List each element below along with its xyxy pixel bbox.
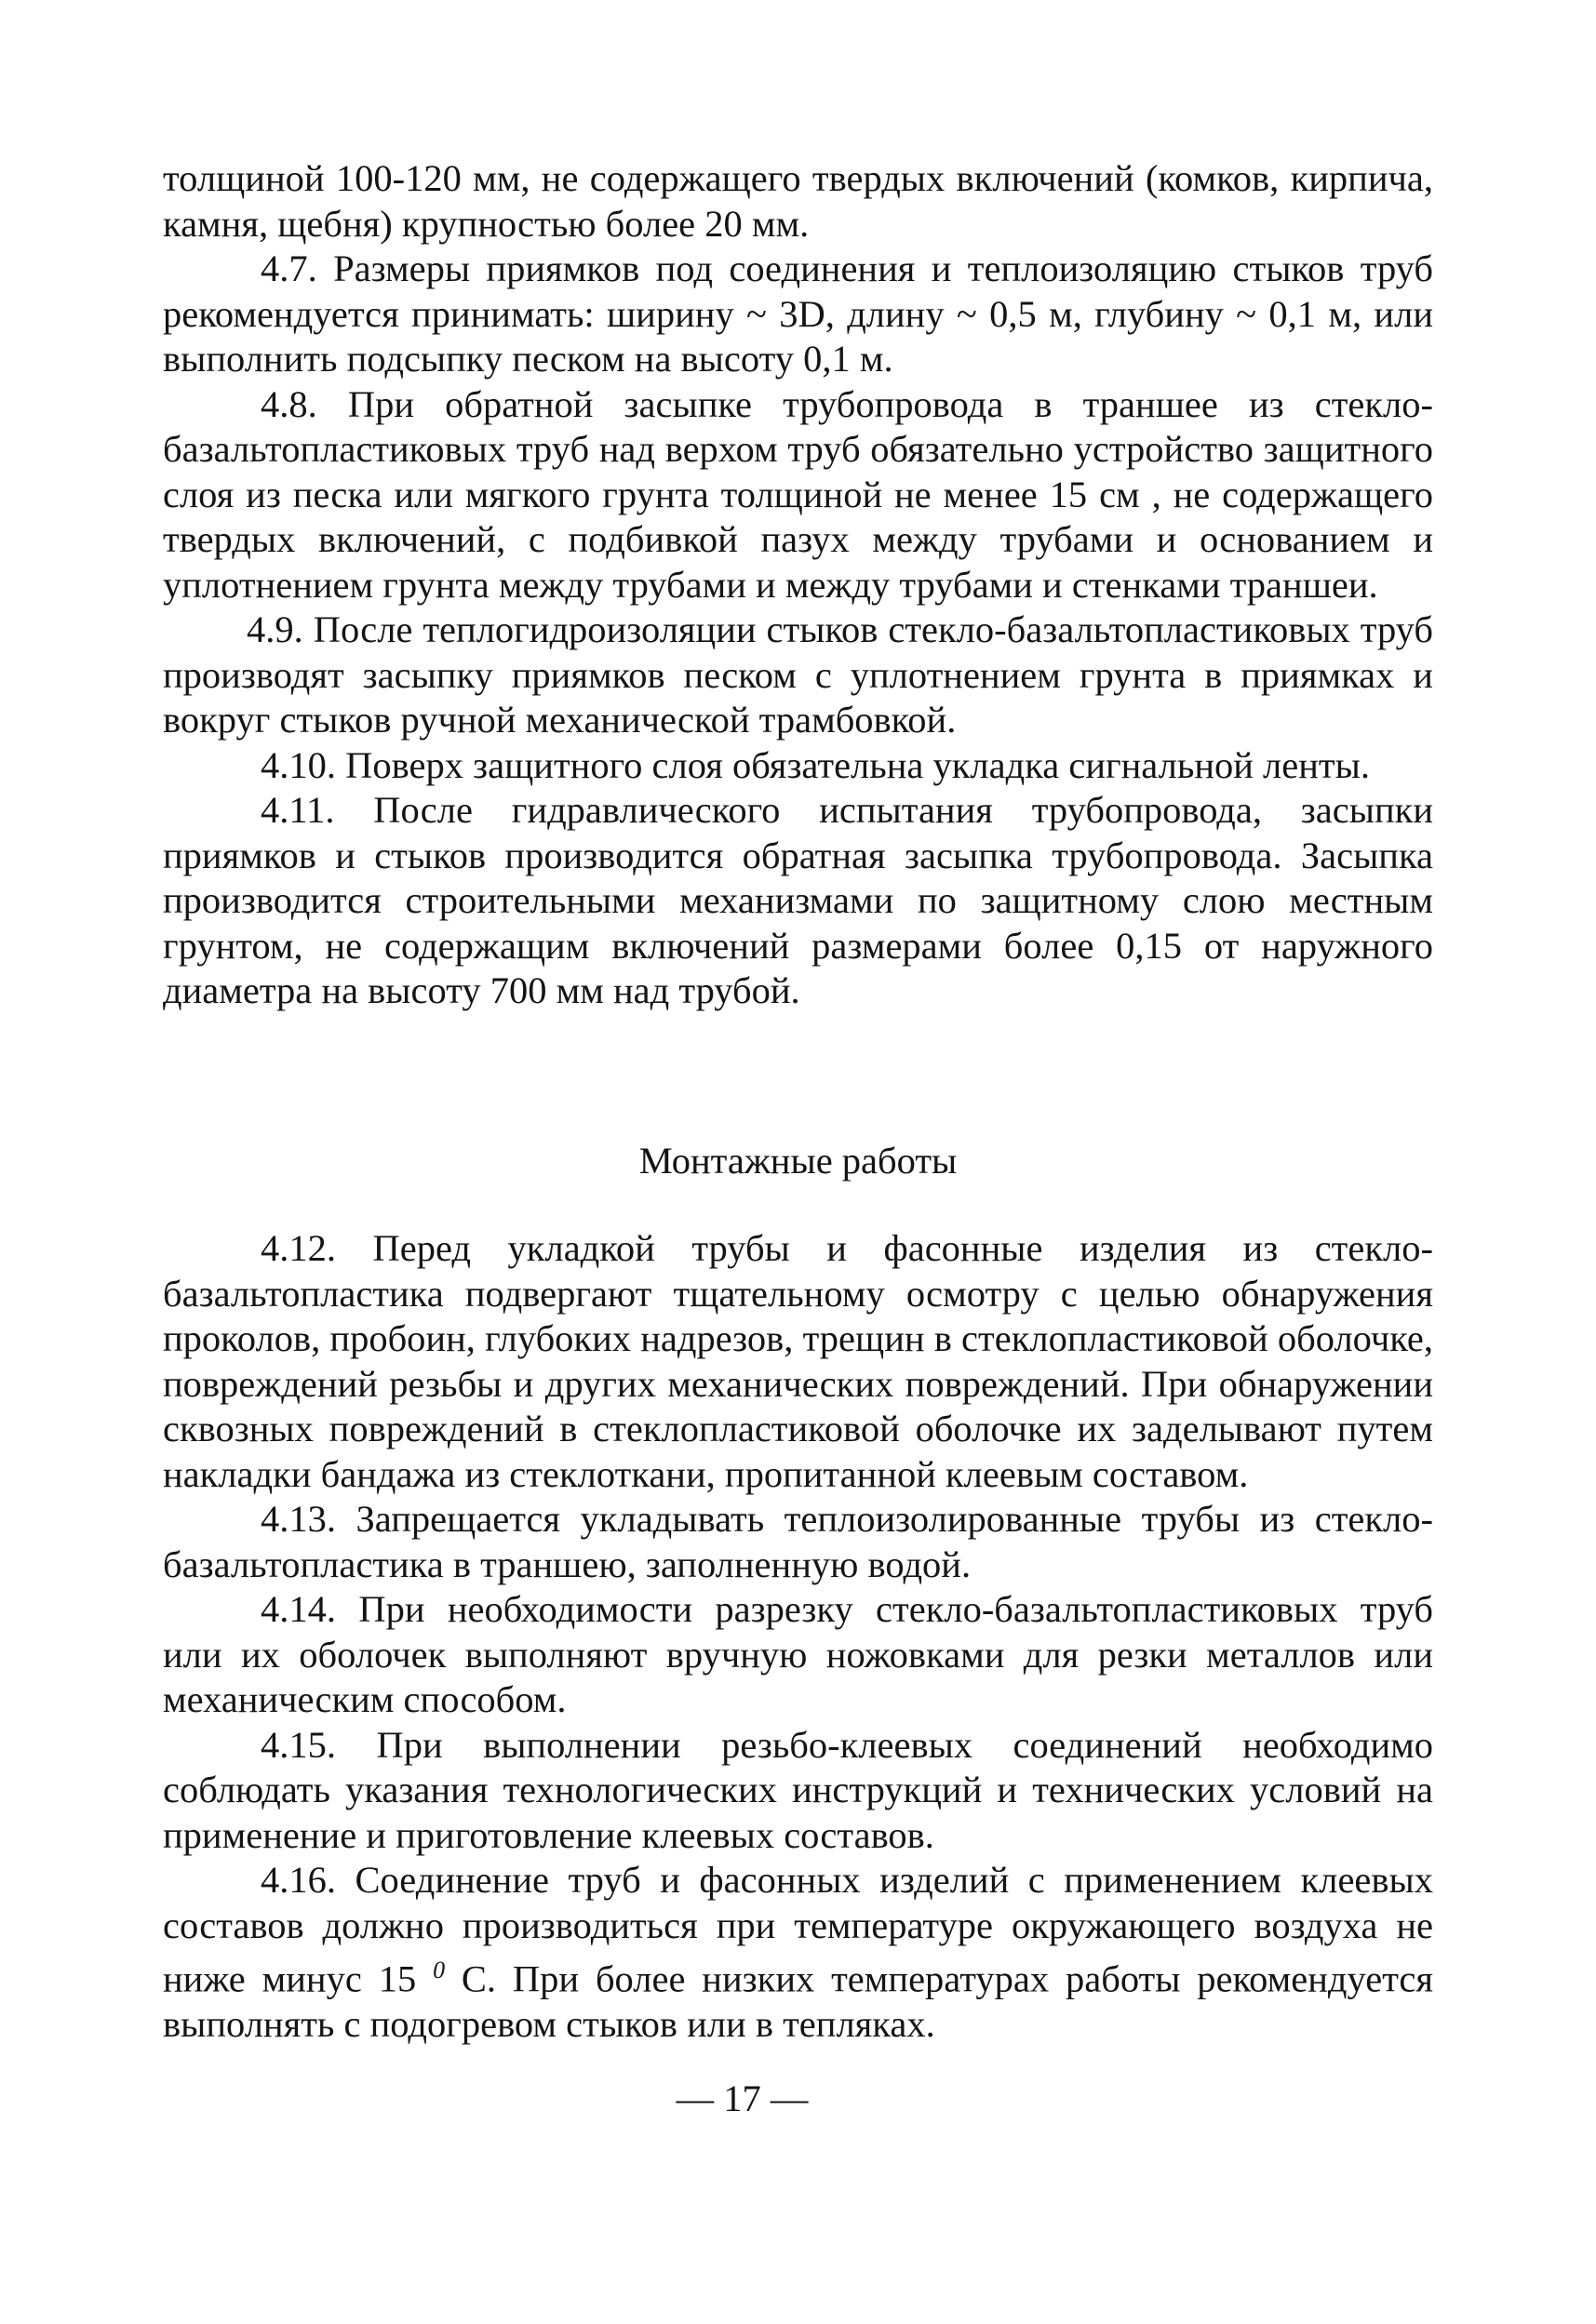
paragraph-4-10: 4.10. Поверх защитного слоя обязательна укладка сигнальной ленты.	[261, 743, 1370, 786]
paragraph-4-15: 4.15. При выполнении резьбо-клеевых соединений необходимо соблюдать указания технологических инструкций и технических условий на применение и приготовление клеевых составов.	[163, 1723, 1433, 1856]
paragraph-4-8: 4.8. При обратной засыпке трубопровода в траншее из стекло-базальтопластиковых труб над верхом труб обязательно устройство защитного слоя из песка или мягкого грунта толщиной не менее 15 см , не содержащего твердых включений, с подбивкой пазух между трубами и основанием и уплотнением грунта между трубами и между трубами и стенками траншеи.	[163, 382, 1433, 606]
paragraph-4-7: 4.7. Размеры приямков под соединения и теплоизоляцию стыков труб рекомендуется принимать: ширину ~ 3D, длину ~ 0,5 м, глубину ~ 0,1 м, или выполнить подсыпку песком на высоту 0,1 м.	[163, 247, 1433, 380]
paragraph-4-16-text-end: С. При более низких температурах работы рекомендуется выполнять с подогревом стыков или в тепляках.	[163, 1957, 1433, 2045]
degree-superscript: 0	[433, 1957, 446, 1983]
paragraph-4-14: 4.14. При необходимости разрезку стекло-базальтопластиковых труб или их оболочек выполняют вручную ножовками для резки металлов или механическим способом.	[163, 1588, 1433, 1720]
paragraph-4-13: 4.13. Запрещается укладывать теплоизолированные трубы из стекло-базальтопластика в траншею, заполненную водой.	[163, 1498, 1433, 1585]
paragraph-4-9: 4.9. После теплогидроизоляции стыков стекло-базальтопластиковых труб производят засыпку приямков песком с уплотнением грунта в приямках и вокруг стыков ручной механической трамбовкой.	[163, 608, 1433, 741]
body-text-bottom	[163, 1226, 1433, 2048]
paragraph-continuation: толщиной 100-120 мм, не содержащего твердых включений (комков, кирпича, камня, щебня) крупностью более 20 мм.	[163, 157, 1433, 245]
paragraph-4-16	[163, 1858, 1433, 2048]
paragraph-4-16-text-start: 4.16. Соединение труб и фасонных изделий с применением клеевых составов должно производиться при температуре окружающего воздуха не ниже минус 15	[163, 1859, 1433, 2000]
body-text-top	[163, 156, 1433, 1014]
paragraph-4-11: 4.11. После гидравлического испытания трубопровода, засыпки приямков и стыков производится обратная засыпка трубопровода. Засыпка производится строительными механизмами по защитному слою местным грунтом, не содержащим включений размерами более 0,15 от наружного диаметра на высоту 700 мм над трубой.	[163, 789, 1433, 1011]
section-heading: Монтажные работы	[638, 1140, 958, 1182]
page-number: — 17 —	[676, 2077, 809, 2119]
paragraph-4-12: 4.12. Перед укладкой трубы и фасонные изделия из стекло-базальтопластика подвергают тщательному осмотру с целью обнаружения проколов, пробоин, глубоких надрезов, трещин в стеклопластиковой оболочке, повреждений резьбы и других механических повреждений. При обнаружении сквозных повреждений в стеклопластиковой оболочке их заделывают путем накладки бандажа из стеклоткани, пропитанной клеевым составом.	[163, 1227, 1433, 1495]
